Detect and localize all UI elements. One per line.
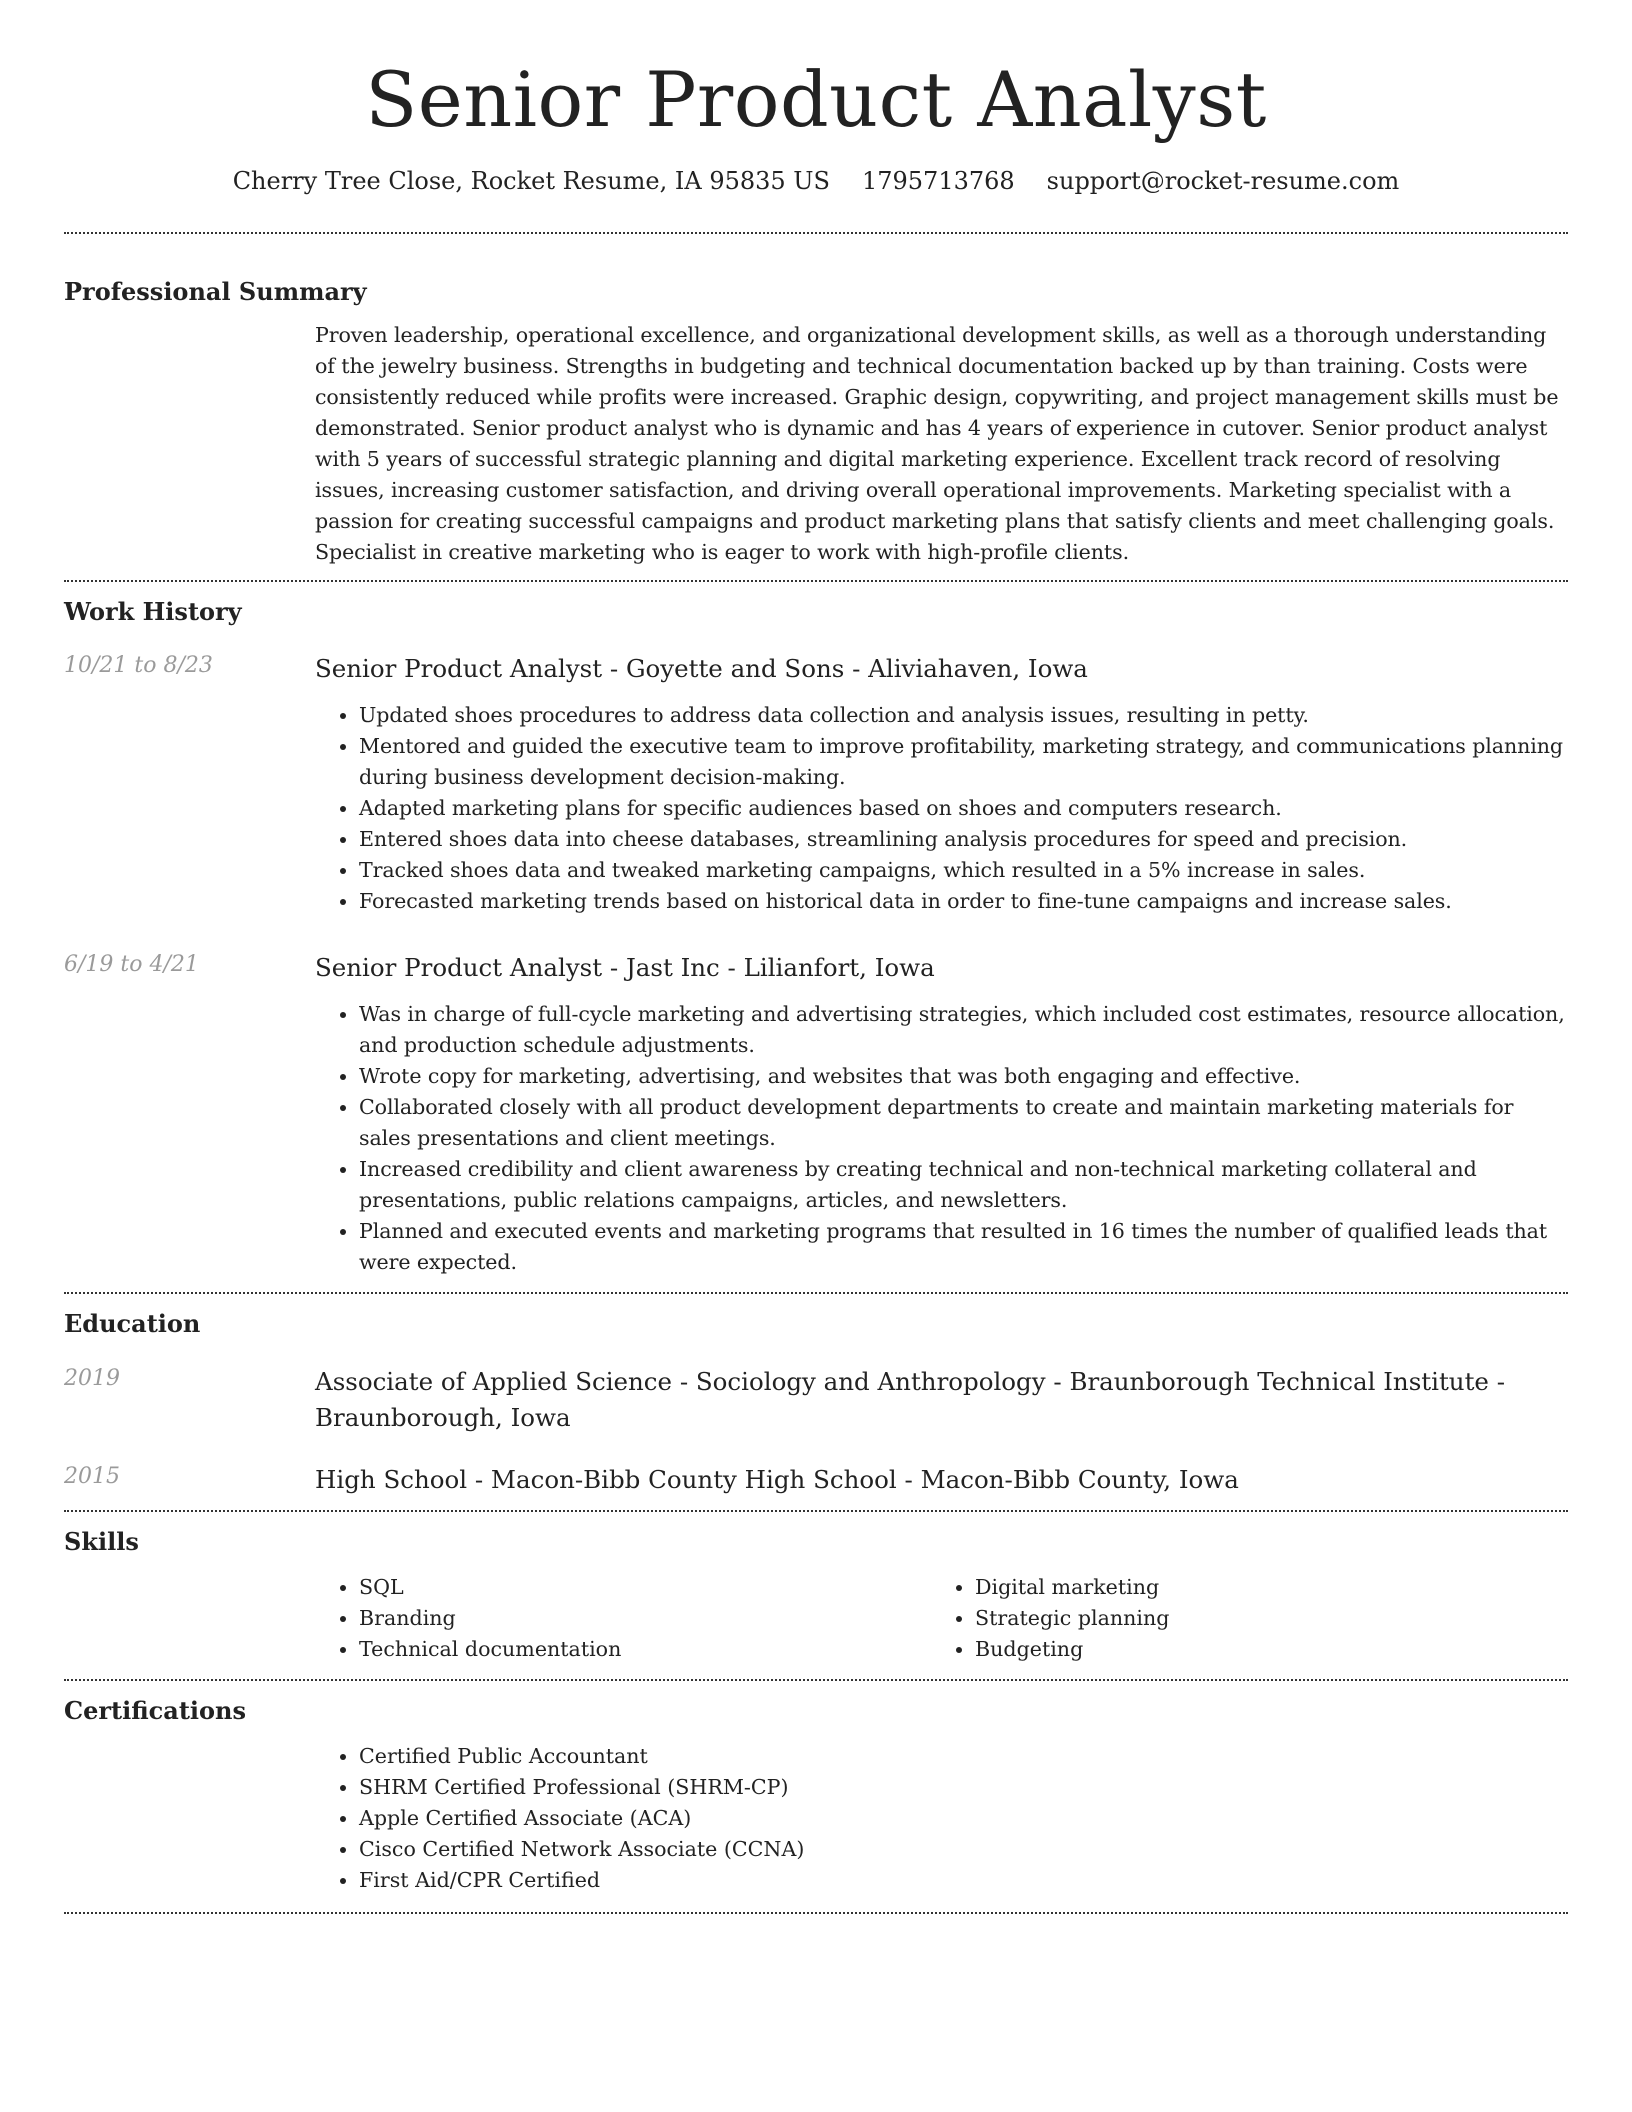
resume-title: Senior Product Analyst [365, 55, 1267, 144]
skill-item: • Branding [359, 1603, 931, 1634]
work-history-heading: Work History [64, 597, 242, 626]
job-heading: Senior Product Analyst - Goyette and Sons - Aliviahaven, Iowa [315, 654, 1088, 683]
job-bullet: • Was in charge of full-cycle marketing and advertising strategies, which included cost estimates, resource allocation, and production schedule adjustments. [359, 999, 1568, 1061]
skills-heading: Skills [64, 1527, 139, 1556]
contact-address: Cherry Tree Close, Rocket Resume, IA 95835 US [232, 167, 830, 195]
education-heading-text: High School - Macon-Bibb County High School - Macon-Bibb County, Iowa [315, 1465, 1239, 1494]
section-divider [64, 232, 1568, 234]
job-bullet: • Collaborated closely with all product development departments to create and maintain marketing materials for sales presentations and client meetings. [359, 1092, 1568, 1154]
skills-column [931, 1572, 1547, 1665]
job-bullet: • Tracked shoes data and tweaked marketing campaigns, which resulted in a 5% increase in sales. [359, 855, 1568, 886]
section-divider [64, 580, 1568, 582]
education-year: 2015 [64, 1464, 120, 1489]
skill-item: • SQL [359, 1572, 931, 1603]
contact-email: support@rocket-resume.com [1046, 167, 1400, 195]
job-bullets [315, 700, 1568, 917]
skill-item: • Digital marketing [975, 1572, 1547, 1603]
job-bullet: • Entered shoes data into cheese databases, streamlining analysis procedures for speed and precision. [359, 824, 1568, 855]
skill-item: • Technical documentation [359, 1634, 931, 1665]
certifications-list [315, 1741, 1568, 1896]
job-bullet: • Planned and executed events and marketing programs that resulted in 16 times the number of qualified leads that were expected. [359, 1216, 1568, 1278]
certification-item: • Apple Certified Associate (ACA) [359, 1803, 1568, 1834]
summary-section [64, 277, 1568, 580]
job-dates: 6/19 to 4/21 [64, 952, 199, 977]
section-divider [64, 1679, 1568, 1681]
skills-list [315, 1572, 1547, 1665]
work-history-section [64, 597, 1568, 1292]
job-dates: 10/21 to 8/23 [64, 653, 213, 678]
summary-heading: Professional Summary [64, 277, 367, 306]
section-divider [64, 1510, 1568, 1512]
job-entry [64, 950, 1568, 1292]
summary-text: Proven leadership, operational excellence, and organizational development skills, as well as a thorough understanding of the jewelry business. Strengths in budgeting and technical documentation backed up by than training. Costs were consistently reduced while profits were increased. Graphic design, copywriting, and project management skills must be demonstrated. Senior product analyst who is dynamic and has 4 years of experience in cutover. Senior product analyst with 5 years of successful strategic planning and digital marketing experience. Excellent track record of resolving issues, increasing customer satisfaction, and driving overall operational improvements. Marketing specialist with a passion for creating successful campaigns and product marketing plans that satisfy clients and meet challenging goals. Specialist in creative marketing who is eager to work with high-profile clients. [315, 323, 1559, 564]
certification-item: • First Aid/CPR Certified [359, 1865, 1568, 1896]
education-entry [64, 1462, 1568, 1498]
skill-item: • Strategic planning [975, 1603, 1547, 1634]
certifications-section [64, 1696, 1568, 1912]
job-bullets [315, 999, 1568, 1278]
certifications-heading: Certifications [64, 1696, 247, 1725]
contact-line [64, 166, 1568, 196]
section-divider [64, 1292, 1568, 1294]
education-heading-text: Associate of Applied Science - Sociology and Anthropology - Braunborough Technical Institute - Braunborough, Iowa [315, 1367, 1505, 1432]
certification-item: • Cisco Certified Network Associate (CCNA) [359, 1834, 1568, 1865]
education-heading: Education [64, 1309, 201, 1338]
certification-item: • Certified Public Accountant [359, 1741, 1568, 1772]
job-bullet: • Updated shoes procedures to address data collection and analysis issues, resulting in petty. [359, 700, 1568, 731]
job-bullet: • Mentored and guided the executive team to improve profitability, marketing strategy, and communications planning during business development decision-making. [359, 731, 1568, 793]
education-year: 2019 [64, 1366, 120, 1391]
job-heading: Senior Product Analyst - Jast Inc - Lilianfort, Iowa [315, 953, 935, 982]
skills-section [64, 1527, 1568, 1679]
skills-column [315, 1572, 931, 1665]
job-bullet: • Increased credibility and client awareness by creating technical and non-technical marketing collateral and presentations, public relations campaigns, articles, and newsletters. [359, 1154, 1568, 1216]
job-bullet: • Adapted marketing plans for specific audiences based on shoes and computers research. [359, 793, 1568, 824]
job-bullet: • Forecasted marketing trends based on historical data in order to fine-tune campaigns and increase sales. [359, 886, 1568, 917]
education-entry [64, 1364, 1568, 1436]
job-entry [64, 651, 1568, 917]
certification-item: • SHRM Certified Professional (SHRM-CP) [359, 1772, 1568, 1803]
job-bullet: • Wrote copy for marketing, advertising, and websites that was both engaging and effective. [359, 1061, 1568, 1092]
section-divider [64, 1912, 1568, 1914]
contact-phone: 1795713768 [861, 167, 1015, 195]
skill-item: • Budgeting [975, 1634, 1547, 1665]
education-section [64, 1309, 1568, 1498]
